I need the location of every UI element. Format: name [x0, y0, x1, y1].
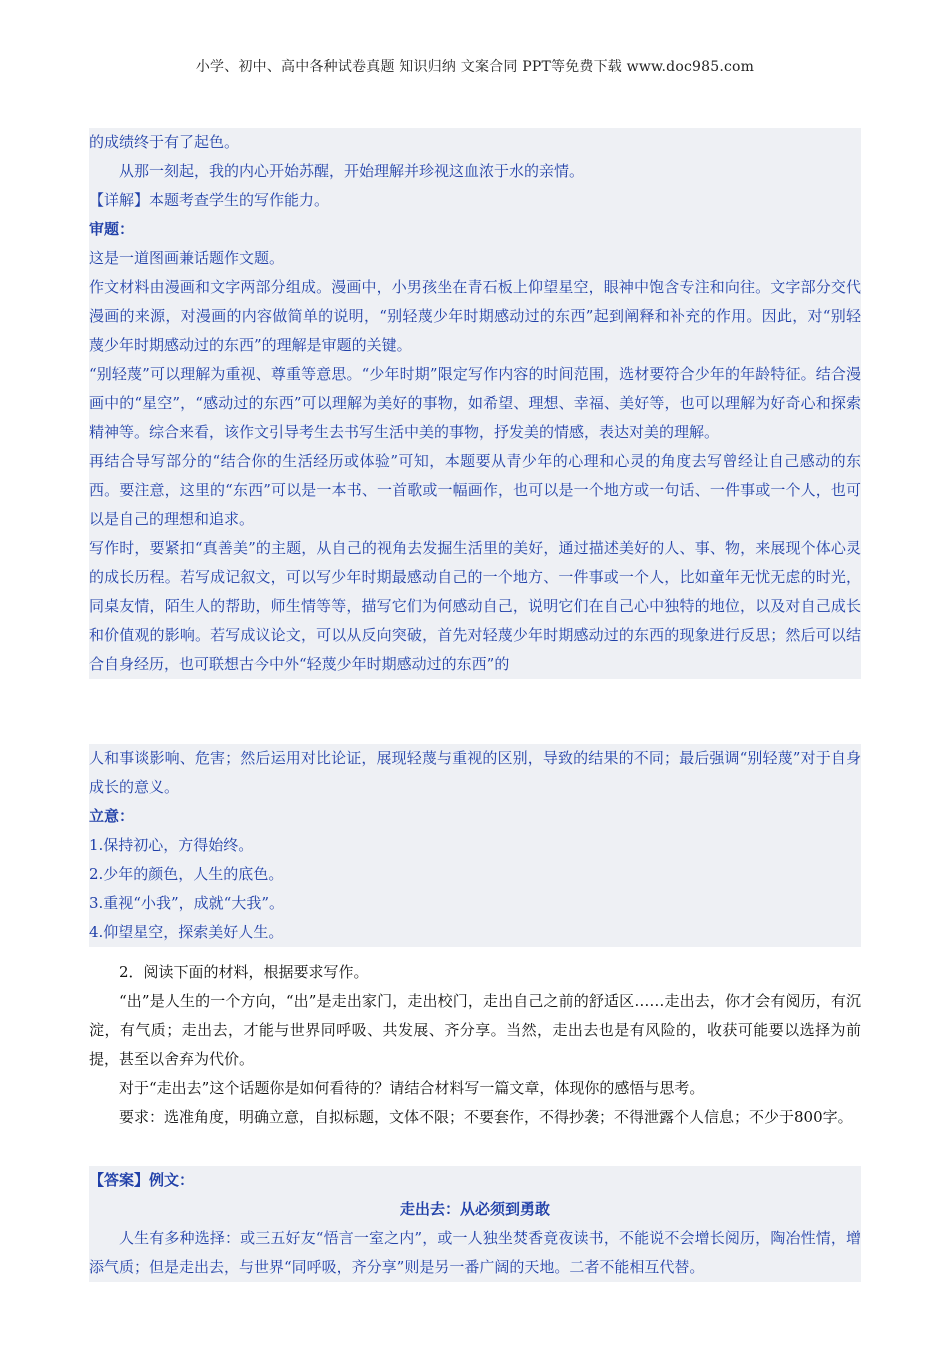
paragraph: 写作时，要紧扣“真善美”的主题，从自己的视角去发掘生活里的美好，通过描述美好的人、事、物，来展现个体心灵的成长历程。若写成记叙文，可以写少年时期最感动自己的一个地方、一件事或一个人，比如童年无忧无虑的时光，同桌友情，陌生人的帮助，师生情等等，描写它们为何感动自己，说明它们在自己心中独特的地位，以及对自己成长和价值观的影响。若写成议论文，可以从反向突破，首先对轻蔑少年时期感动过的东西的现象进行反思；然后可以结合自身经历，也可联想古今中外“轻蔑少年时期感动过的东西”的 — [89, 539, 861, 673]
paragraph: “别轻蔑”可以理解为重视、尊重等意思。“少年时期”限定写作内容的时间范围，选材要符合少年的年龄特征。结合漫画中的“星空”，“感动过的东西”可以理解为美好的事物，如希望、理想、幸福、美好等，也可以理解为好奇心和探索精神等。综合来看，该作文引导考生去书写生活中美的事物，抒发美的情感，表达对美的理解。 — [89, 365, 861, 441]
essay-title: 走出去：从必须到勇敢 — [399, 1200, 550, 1218]
paragraph: 这是一道图画兼话题作文题。 — [89, 249, 285, 267]
list-item: 1.保持初心，方得始终。 — [89, 836, 254, 854]
question-number: 2．阅读下面的材料，根据要求写作。 — [119, 963, 369, 981]
paragraph: 再结合导写部分的“结合你的生活经历或体验”可知，本题要从青少年的心理和心灵的角度去写曾经让自己感动的东西。要注意，这里的“东西”可以是一本书、一首歌或一幅画作，也可以是一个地方或一句话、一件事或一个人，也可以是自己的理想和追求。 — [89, 452, 861, 528]
answer-block — [89, 1166, 861, 1282]
paragraph: 作文材料由漫画和文字两部分组成。漫画中，小男孩坐在青石板上仰望星空，眼神中饱含专注和向往。文字部分交代漫画的来源，对漫画的内容做简单的说明，“别轻蔑少年时期感动过的东西”起到阐释和补充的作用。因此，对“别轻蔑少年时期感动过的东西”的理解是审题的关键。 — [89, 278, 861, 354]
list-item: 2.少年的颜色，人生的底色。 — [89, 865, 284, 883]
answer-label: 【答案】例文： — [89, 1171, 195, 1189]
paragraph: 人和事谈影响、危害；然后运用对比论证，展现轻蔑与重视的区别，导致的结果的不同；最后强调“别轻蔑”对于自身成长的意义。 — [89, 749, 861, 796]
section-heading-shenti: 审题： — [89, 220, 135, 238]
detail-heading: 【详解】本题考查学生的写作能力。 — [89, 191, 330, 209]
material-paragraph: “出”是人生的一个方向，“出”是走出家门，走出校门，走出自己之前的舒适区……走出去，你才会有阅历，有沉淀，有气质；走出去，才能与世界同呼吸、共发展、齐分享。当然，走出去也是有风险的，收获可能要以选择为前提，甚至以舍弃为代价。 — [89, 992, 861, 1068]
explanation-block-1 — [89, 128, 861, 679]
question-block — [89, 958, 861, 1132]
paragraph: 的成绩终于有了起色。 — [89, 133, 240, 151]
list-item: 3.重视“小我”，成就“大我”。 — [89, 894, 284, 912]
section-heading-liyi: 立意： — [89, 807, 135, 825]
paragraph: 从那一刻起，我的内心开始苏醒，开始理解并珍视这血浓于水的亲情。 — [119, 162, 585, 180]
page-header: 小学、初中、高中各种试卷真题 知识归纳 文案合同 PPT等免费下载 www.doc985.com — [195, 59, 755, 75]
essay-paragraph: 人生有多种选择：或三五好友“悟言一室之内”，或一人独坐焚香竟夜读书，不能说不会增长阅历，陶冶性情，增添气质；但是走出去，与世界“同呼吸，齐分享”则是另一番广阔的天地。二者不能相互代替。 — [89, 1229, 861, 1276]
list-item: 4.仰望星空，探索美好人生。 — [89, 923, 284, 941]
question-prompt: 对于“走出去”这个话题你是如何看待的？请结合材料写一篇文章，体现你的感悟与思考。 — [119, 1079, 705, 1097]
explanation-block-2 — [89, 744, 861, 947]
requirements: 要求：选准角度，明确立意，自拟标题，文体不限；不要套作，不得抄袭；不得泄露个人信息；不少于800字。 — [119, 1108, 853, 1126]
